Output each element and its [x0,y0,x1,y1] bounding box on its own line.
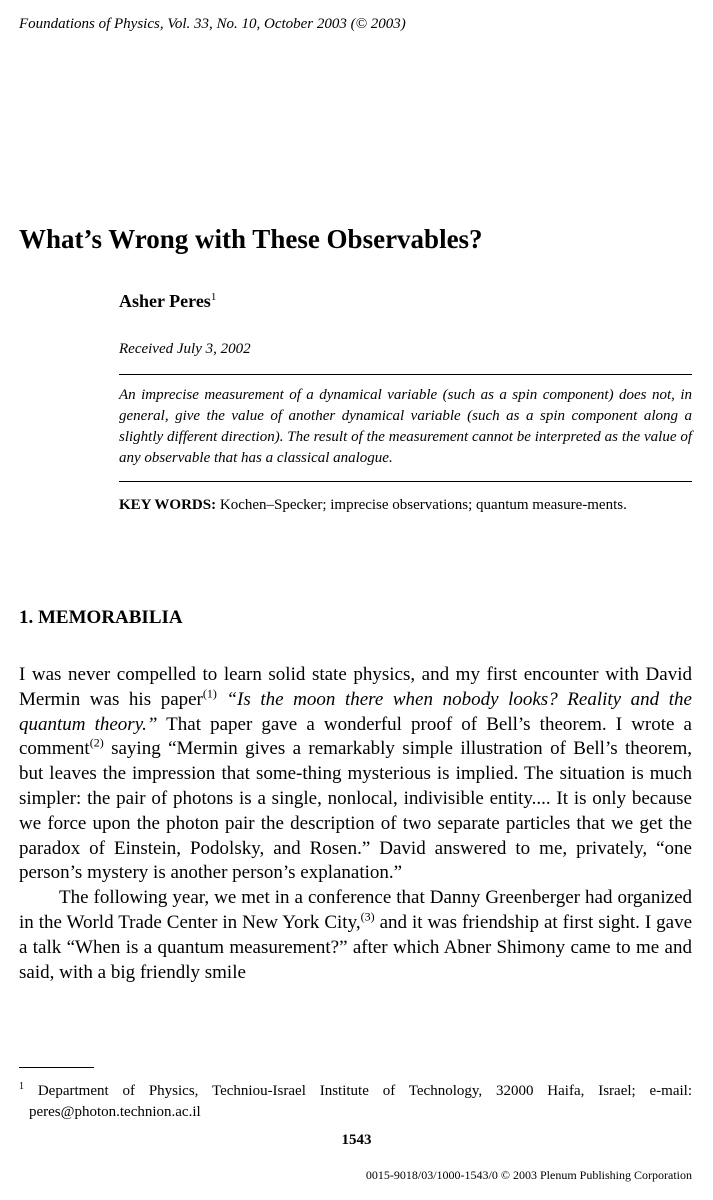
keywords-text: Kochen–Specker; imprecise observations; quantum measure-ments. [219,497,627,513]
copyright-line: 0015-9018/03/1000-1543/0 © 2003 Plenum Publishing Corporation [365,1168,692,1182]
author-footnote-mark: 1 [210,291,217,303]
footnote-text: Department of Physics, Techniou-Israel Institute of Technology, 32000 Haifa, Israel; e-mail: peres@photon.technion.ac.il [29,1083,692,1120]
paragraph-1-text-b: That paper gave a wonderful proof of Bell’s theorem. I wrote a comment [19,713,692,760]
author-name: Asher Peres [119,291,211,311]
reference-3: (3) [360,909,375,924]
abstract: An imprecise measurement of a dynamical variable (such as a spin component) does not, in general, give the value of another dynamical variable (such as a spin component along a slightly different direction). The result of the measurement cannot be interpreted as the value of any observable that has a classical analogue. [119,387,692,466]
journal-header: Foundations of Physics, Vol. 33, No. 10, October 2003 (© 2003) [19,16,406,32]
section-heading: 1. MEMORABILIA [19,607,183,628]
reference-2: (2) [89,736,104,751]
paragraph-1 [19,663,692,886]
body-text [19,663,692,985]
paper-title: What’s Wrong with These Observables? [19,224,483,254]
abstract-top-rule [119,374,692,375]
reference-1: (1) [202,686,217,701]
abstract-bottom-rule [119,481,692,482]
footnote-rule [19,1067,94,1068]
author-line [119,291,216,312]
paragraph-1-text-a: I was never compelled to learn solid state physics, and my first encounter with David Mermin was his paper [19,664,692,710]
footnote-mark: 1 [19,1081,24,1092]
paragraph-1-text-c: saying “Mermin gives a remarkably simple illustration of Bell’s theorem, but leaves the impression that some-thing mysterious is implied. The situation is much simpler: the pair of photons is a single, nonlocal, indivisible entity.... It is only because we force upon the photon pair the description of two separate particles that we get the paradox of Einstein, Podolsky, and Rosen.” David answered to me, privately, “one person’s mystery is another person’s explanation.” [19,738,692,884]
cited-paper-title: “Is the moon there when nobody looks? Reality and the quantum theory.” [19,688,692,735]
page-number: 1543 [341,1132,372,1148]
paragraph-2 [19,886,692,985]
keywords-label: KEY WORDS: [119,497,217,513]
received-date: Received July 3, 2002 [119,341,251,357]
paragraph-2-text-a: The following year, we met in a conference that Danny Greenberger had organized in the World Trade Center in New York City, [19,887,692,933]
paragraph-2-text-b: and it was friendship at first sight. I gave a talk “When is a quantum measurement?” after which Abner Shimony came to me and said, with a big friendly smile [19,911,693,983]
keywords [119,495,692,516]
footnote [19,1076,692,1123]
